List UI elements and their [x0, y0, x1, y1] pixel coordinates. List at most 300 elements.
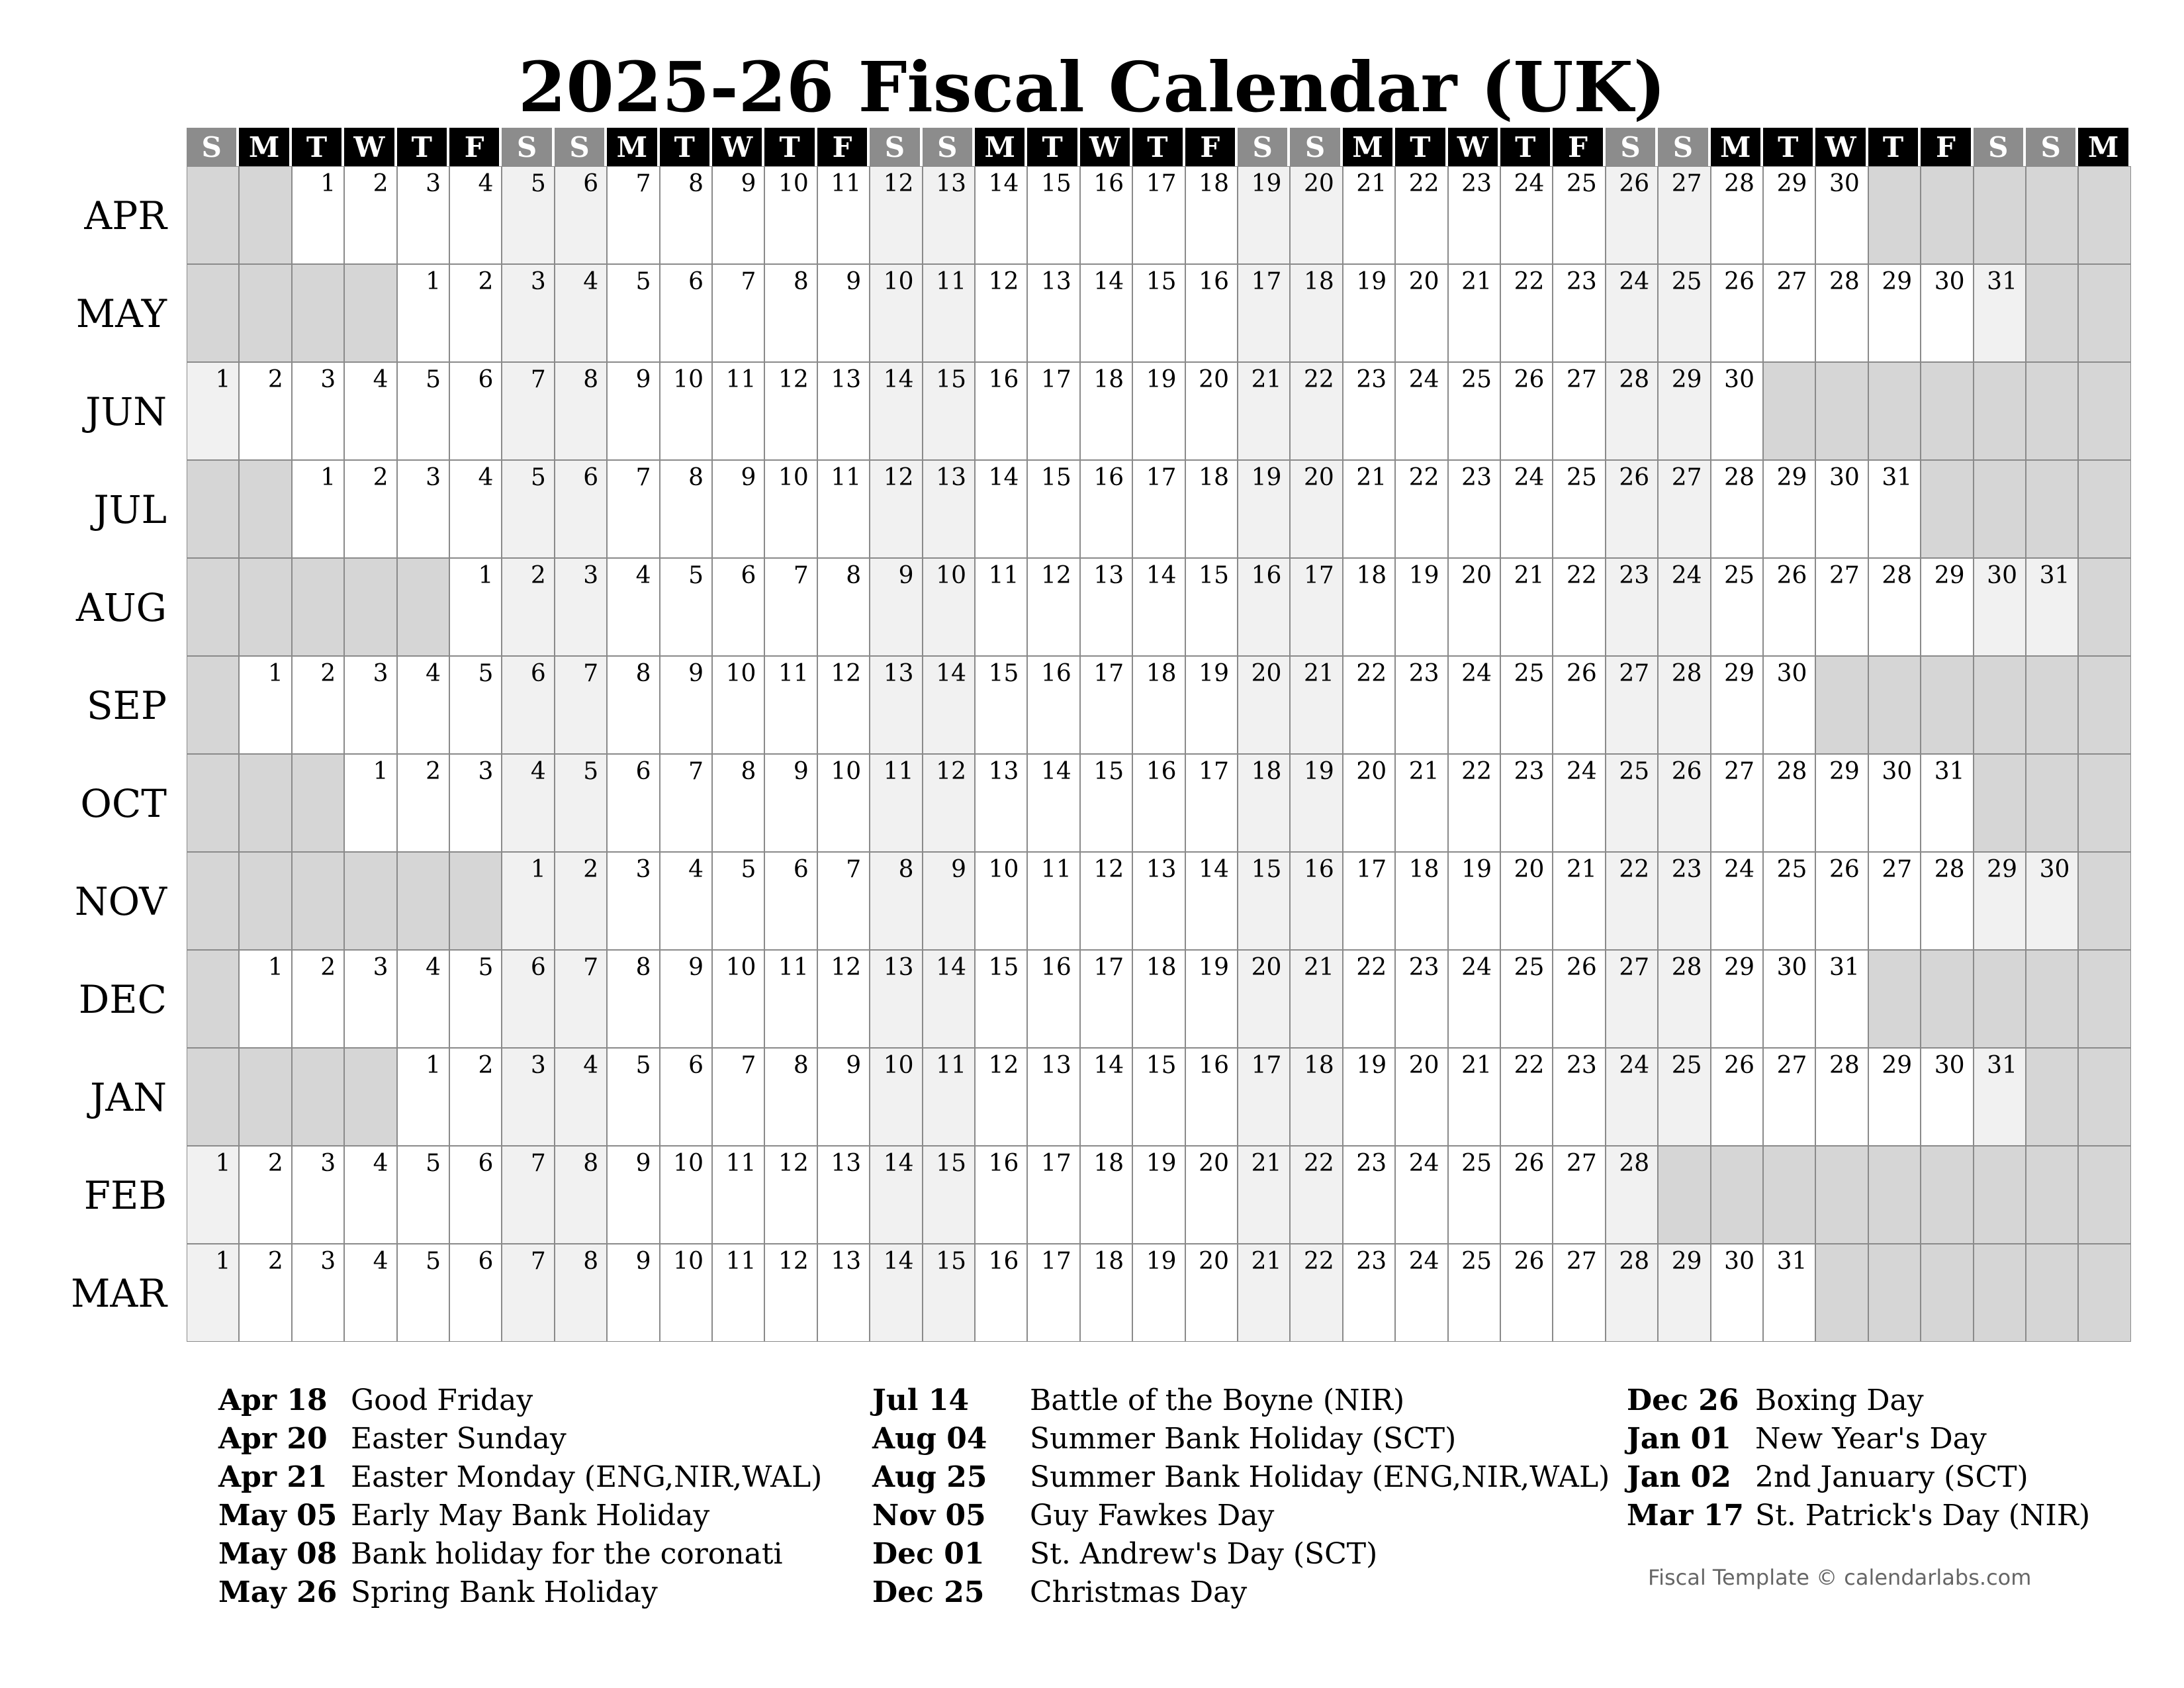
holiday-date: May 08	[218, 1537, 338, 1571]
month-label: AUG	[75, 585, 167, 630]
weekday-header: W	[1448, 128, 1500, 166]
day-cell: 17	[1132, 166, 1185, 264]
day-cell: 13	[1027, 1048, 1079, 1146]
weekday-header: W	[712, 128, 764, 166]
day-cell: 29	[1711, 656, 1763, 754]
day-cell: 18	[1080, 362, 1132, 460]
day-cell: 12	[764, 1146, 817, 1244]
weekday-header: S	[1238, 128, 1290, 166]
day-cell: 2	[344, 460, 396, 558]
empty-cell	[1974, 166, 2026, 264]
day-cell: 15	[923, 362, 975, 460]
day-cell: 2	[502, 558, 554, 656]
day-cell: 22	[1448, 754, 1500, 852]
weekday-header: W	[1080, 128, 1132, 166]
day-cell: 10	[660, 362, 712, 460]
day-cell: 29	[1921, 558, 1973, 656]
day-cell: 27	[1606, 656, 1658, 754]
day-cell: 20	[1395, 264, 1447, 362]
day-cell: 19	[1448, 852, 1500, 950]
day-cell: 29	[1658, 362, 1710, 460]
empty-cell	[2026, 166, 2078, 264]
empty-cell	[1815, 1146, 1868, 1244]
weekday-header: T	[1027, 128, 1079, 166]
weekday-header: M	[1343, 128, 1395, 166]
empty-cell	[2026, 754, 2078, 852]
day-cell: 16	[1027, 656, 1079, 754]
holiday-date: May 26	[218, 1575, 338, 1609]
empty-cell	[292, 558, 344, 656]
day-cell: 31	[1921, 754, 1973, 852]
month-label: JUN	[85, 389, 167, 434]
empty-cell	[1868, 362, 1921, 460]
holiday-date: Apr 18	[218, 1383, 328, 1417]
holiday-name: Early May Bank Holiday	[351, 1499, 710, 1532]
day-cell: 26	[1553, 950, 1605, 1048]
day-cell: 17	[1027, 1146, 1079, 1244]
month-label: NOV	[74, 879, 167, 924]
month-label: MAY	[75, 291, 167, 336]
holiday-name: Easter Sunday	[351, 1422, 567, 1456]
day-cell: 21	[1500, 558, 1553, 656]
day-cell: 29	[1763, 166, 1815, 264]
empty-cell	[397, 558, 449, 656]
month-label: DEC	[78, 977, 167, 1022]
weekday-header: S	[555, 128, 607, 166]
day-cell: 24	[1395, 1146, 1447, 1244]
day-cell: 25	[1448, 362, 1500, 460]
day-cell: 15	[975, 656, 1027, 754]
day-cell: 18	[1185, 460, 1238, 558]
day-cell: 19	[1343, 264, 1395, 362]
day-cell: 13	[817, 1244, 870, 1342]
day-cell: 18	[1132, 950, 1185, 1048]
holiday-name: Guy Fawkes Day	[1030, 1499, 1275, 1532]
month-label: OCT	[80, 781, 167, 826]
month-label: JAN	[90, 1075, 167, 1120]
day-cell: 15	[975, 950, 1027, 1048]
day-cell: 14	[870, 362, 922, 460]
day-cell: 9	[607, 362, 659, 460]
day-cell: 2	[449, 264, 502, 362]
day-cell: 25	[1658, 264, 1710, 362]
day-cell: 26	[1500, 1146, 1553, 1244]
empty-cell	[2026, 362, 2078, 460]
day-cell: 12	[764, 362, 817, 460]
empty-cell	[1974, 754, 2026, 852]
day-cell: 11	[712, 1244, 764, 1342]
weekday-header: S	[2026, 128, 2078, 166]
holiday-date: Aug 04	[872, 1422, 987, 1456]
day-cell: 4	[607, 558, 659, 656]
day-cell: 12	[817, 656, 870, 754]
day-cell: 17	[1343, 852, 1395, 950]
day-cell: 9	[660, 656, 712, 754]
day-cell: 26	[1658, 754, 1710, 852]
day-cell: 26	[1553, 656, 1605, 754]
day-cell: 28	[1868, 558, 1921, 656]
day-cell: 23	[1343, 1244, 1395, 1342]
day-cell: 12	[870, 460, 922, 558]
day-cell: 29	[1868, 1048, 1921, 1146]
day-cell: 14	[975, 460, 1027, 558]
day-cell: 23	[1606, 558, 1658, 656]
day-cell: 22	[1395, 460, 1447, 558]
day-cell: 28	[1658, 950, 1710, 1048]
day-cell: 8	[607, 656, 659, 754]
empty-cell	[292, 1048, 344, 1146]
empty-cell	[2078, 754, 2130, 852]
day-cell: 27	[1553, 362, 1605, 460]
day-cell: 8	[817, 558, 870, 656]
day-cell: 1	[344, 754, 396, 852]
weekday-header: S	[502, 128, 554, 166]
day-cell: 4	[344, 1146, 396, 1244]
day-cell: 11	[975, 558, 1027, 656]
weekday-header: S	[923, 128, 975, 166]
day-cell: 16	[1185, 264, 1238, 362]
day-cell: 29	[1868, 264, 1921, 362]
day-cell: 22	[1343, 950, 1395, 1048]
empty-cell	[187, 754, 239, 852]
day-cell: 14	[1080, 264, 1132, 362]
day-cell: 13	[1027, 264, 1079, 362]
day-cell: 31	[1815, 950, 1868, 1048]
day-cell: 2	[292, 950, 344, 1048]
day-cell: 20	[1395, 1048, 1447, 1146]
day-cell: 8	[555, 362, 607, 460]
day-cell: 18	[1185, 166, 1238, 264]
weekday-header: F	[817, 128, 870, 166]
day-cell: 10	[764, 166, 817, 264]
holiday-date: May 05	[218, 1499, 338, 1532]
day-cell: 20	[1185, 362, 1238, 460]
day-cell: 6	[449, 1146, 502, 1244]
day-cell: 13	[817, 362, 870, 460]
day-cell: 22	[1395, 166, 1447, 264]
empty-cell	[2078, 950, 2130, 1048]
day-cell: 5	[397, 1146, 449, 1244]
day-cell: 6	[502, 950, 554, 1048]
weekday-header: F	[449, 128, 502, 166]
day-cell: 16	[975, 1146, 1027, 1244]
empty-cell	[2026, 656, 2078, 754]
day-cell: 13	[923, 166, 975, 264]
weekday-header: T	[764, 128, 817, 166]
day-cell: 8	[660, 166, 712, 264]
empty-cell	[344, 264, 396, 362]
day-cell: 19	[1132, 1146, 1185, 1244]
empty-cell	[2026, 460, 2078, 558]
day-cell: 18	[1290, 1048, 1342, 1146]
weekday-header: M	[1711, 128, 1763, 166]
day-cell: 4	[555, 264, 607, 362]
holiday-name: 2nd January (SCT)	[1755, 1460, 2028, 1494]
day-cell: 5	[660, 558, 712, 656]
day-cell: 16	[975, 1244, 1027, 1342]
weekday-header: T	[660, 128, 712, 166]
holiday-name: Bank holiday for the coronati	[351, 1537, 783, 1571]
day-cell: 27	[1553, 1244, 1605, 1342]
empty-cell	[2026, 1146, 2078, 1244]
day-cell: 30	[1815, 460, 1868, 558]
weekday-header: M	[975, 128, 1027, 166]
weekday-header: F	[1921, 128, 1973, 166]
day-cell: 17	[1238, 1048, 1290, 1146]
day-cell: 8	[660, 460, 712, 558]
empty-cell	[1815, 1244, 1868, 1342]
day-cell: 19	[1290, 754, 1342, 852]
day-cell: 17	[1027, 362, 1079, 460]
empty-cell	[187, 166, 239, 264]
day-cell: 17	[1132, 460, 1185, 558]
day-cell: 24	[1448, 950, 1500, 1048]
day-cell: 2	[344, 166, 396, 264]
day-cell: 22	[1290, 1146, 1342, 1244]
empty-cell	[2078, 558, 2130, 656]
day-cell: 9	[817, 1048, 870, 1146]
day-cell: 30	[1763, 950, 1815, 1048]
weekday-header: S	[187, 128, 239, 166]
day-cell: 15	[1185, 558, 1238, 656]
day-cell: 23	[1500, 754, 1553, 852]
day-cell: 22	[1500, 1048, 1553, 1146]
day-cell: 21	[1448, 1048, 1500, 1146]
day-cell: 5	[502, 166, 554, 264]
day-cell: 11	[923, 264, 975, 362]
weekday-header: F	[1185, 128, 1238, 166]
holiday-name: Boxing Day	[1755, 1383, 1924, 1417]
day-cell: 22	[1290, 362, 1342, 460]
day-cell: 18	[1080, 1244, 1132, 1342]
day-cell: 26	[1763, 558, 1815, 656]
weekday-header: W	[344, 128, 396, 166]
day-cell: 24	[1395, 1244, 1447, 1342]
day-cell: 21	[1290, 656, 1342, 754]
day-cell: 18	[1132, 656, 1185, 754]
day-cell: 14	[870, 1146, 922, 1244]
day-cell: 28	[1815, 1048, 1868, 1146]
empty-cell	[292, 754, 344, 852]
day-cell: 10	[712, 950, 764, 1048]
empty-cell	[187, 460, 239, 558]
day-cell: 8	[870, 852, 922, 950]
empty-cell	[1763, 1146, 1815, 1244]
day-cell: 24	[1606, 264, 1658, 362]
day-cell: 3	[555, 558, 607, 656]
day-cell: 6	[555, 460, 607, 558]
empty-cell	[1974, 950, 2026, 1048]
day-cell: 23	[1448, 166, 1500, 264]
weekday-header: S	[870, 128, 922, 166]
weekday-header: S	[1974, 128, 2026, 166]
weekday-header: T	[1132, 128, 1185, 166]
day-cell: 2	[239, 1146, 291, 1244]
day-cell: 9	[870, 558, 922, 656]
day-cell: 14	[1027, 754, 1079, 852]
day-cell: 20	[1448, 558, 1500, 656]
empty-cell	[187, 264, 239, 362]
day-cell: 20	[1500, 852, 1553, 950]
day-cell: 4	[344, 1244, 396, 1342]
day-cell: 10	[870, 264, 922, 362]
empty-cell	[2026, 264, 2078, 362]
day-cell: 5	[449, 656, 502, 754]
day-cell: 19	[1238, 166, 1290, 264]
empty-cell	[187, 656, 239, 754]
day-cell: 30	[1711, 362, 1763, 460]
day-cell: 27	[1553, 1146, 1605, 1244]
day-cell: 8	[764, 264, 817, 362]
weekday-header: T	[292, 128, 344, 166]
day-cell: 28	[1606, 1244, 1658, 1342]
empty-cell	[1815, 656, 1868, 754]
empty-cell	[1868, 1244, 1921, 1342]
day-cell: 21	[1343, 460, 1395, 558]
day-cell: 11	[764, 950, 817, 1048]
day-cell: 10	[660, 1146, 712, 1244]
day-cell: 6	[555, 166, 607, 264]
day-cell: 3	[607, 852, 659, 950]
empty-cell	[1658, 1146, 1710, 1244]
day-cell: 6	[660, 264, 712, 362]
day-cell: 7	[502, 1146, 554, 1244]
empty-cell	[2078, 166, 2130, 264]
day-cell: 30	[1711, 1244, 1763, 1342]
empty-cell	[2026, 1048, 2078, 1146]
day-cell: 11	[923, 1048, 975, 1146]
day-cell: 13	[870, 950, 922, 1048]
day-cell: 1	[292, 166, 344, 264]
empty-cell	[1763, 362, 1815, 460]
day-cell: 11	[870, 754, 922, 852]
day-cell: 22	[1290, 1244, 1342, 1342]
day-cell: 15	[1027, 460, 1079, 558]
day-cell: 16	[1185, 1048, 1238, 1146]
day-cell: 13	[1080, 558, 1132, 656]
day-cell: 30	[1815, 166, 1868, 264]
day-cell: 17	[1080, 656, 1132, 754]
day-cell: 8	[607, 950, 659, 1048]
day-cell: 28	[1606, 1146, 1658, 1244]
day-cell: 19	[1132, 1244, 1185, 1342]
empty-cell	[1974, 460, 2026, 558]
month-label: APR	[84, 193, 167, 238]
day-cell: 2	[397, 754, 449, 852]
day-cell: 23	[1553, 1048, 1605, 1146]
day-cell: 2	[555, 852, 607, 950]
day-cell: 23	[1343, 1146, 1395, 1244]
holiday-name: Spring Bank Holiday	[351, 1575, 658, 1609]
weekday-header: T	[1763, 128, 1815, 166]
day-cell: 23	[1448, 460, 1500, 558]
empty-cell	[2078, 264, 2130, 362]
day-cell: 4	[660, 852, 712, 950]
page-title: 2025-26 Fiscal Calendar (UK)	[518, 46, 1666, 128]
day-cell: 18	[1238, 754, 1290, 852]
empty-cell	[1921, 656, 1973, 754]
day-cell: 7	[712, 264, 764, 362]
day-cell: 17	[1080, 950, 1132, 1048]
day-cell: 18	[1290, 264, 1342, 362]
day-cell: 31	[1763, 1244, 1815, 1342]
empty-cell	[2078, 852, 2130, 950]
day-cell: 8	[712, 754, 764, 852]
holiday-date: Apr 20	[218, 1422, 328, 1456]
day-cell: 4	[502, 754, 554, 852]
empty-cell	[292, 264, 344, 362]
month-label: JUL	[93, 487, 167, 532]
day-cell: 12	[817, 950, 870, 1048]
holiday-name: New Year's Day	[1755, 1422, 1987, 1456]
day-cell: 25	[1500, 950, 1553, 1048]
holiday-date: Nov 05	[872, 1499, 986, 1532]
day-cell: 1	[239, 656, 291, 754]
weekday-header: W	[1815, 128, 1868, 166]
day-cell: 6	[449, 1244, 502, 1342]
day-cell: 17	[1027, 1244, 1079, 1342]
day-cell: 3	[292, 1244, 344, 1342]
holiday-date: Apr 21	[218, 1460, 328, 1494]
day-cell: 30	[1921, 1048, 1973, 1146]
day-cell: 24	[1553, 754, 1605, 852]
day-cell: 13	[975, 754, 1027, 852]
empty-cell	[1974, 656, 2026, 754]
day-cell: 1	[449, 558, 502, 656]
empty-cell	[239, 264, 291, 362]
empty-cell	[239, 1048, 291, 1146]
day-cell: 5	[607, 1048, 659, 1146]
day-cell: 9	[712, 166, 764, 264]
day-cell: 4	[397, 656, 449, 754]
day-cell: 5	[712, 852, 764, 950]
empty-cell	[2078, 656, 2130, 754]
day-cell: 8	[555, 1146, 607, 1244]
day-cell: 28	[1815, 264, 1868, 362]
day-cell: 30	[2026, 852, 2078, 950]
day-cell: 12	[975, 1048, 1027, 1146]
day-cell: 30	[1974, 558, 2026, 656]
day-cell: 11	[712, 1146, 764, 1244]
day-cell: 25	[1553, 460, 1605, 558]
day-cell: 1	[397, 264, 449, 362]
day-cell: 21	[1553, 852, 1605, 950]
empty-cell	[1868, 656, 1921, 754]
day-cell: 1	[187, 362, 239, 460]
empty-cell	[292, 852, 344, 950]
day-cell: 15	[923, 1244, 975, 1342]
day-cell: 19	[1395, 558, 1447, 656]
day-cell: 24	[1606, 1048, 1658, 1146]
day-cell: 6	[712, 558, 764, 656]
day-cell: 3	[502, 264, 554, 362]
holiday-date: Mar 17	[1627, 1499, 1744, 1532]
day-cell: 27	[1658, 166, 1710, 264]
holiday-name: Easter Monday (ENG,NIR,WAL)	[351, 1460, 823, 1494]
empty-cell	[2078, 460, 2130, 558]
empty-cell	[2026, 950, 2078, 1048]
day-cell: 20	[1185, 1146, 1238, 1244]
day-cell: 6	[449, 362, 502, 460]
weekday-header: T	[1500, 128, 1553, 166]
day-cell: 6	[660, 1048, 712, 1146]
day-cell: 3	[344, 656, 396, 754]
day-cell: 15	[1027, 166, 1079, 264]
weekday-header: S	[1658, 128, 1710, 166]
empty-cell	[1921, 166, 1973, 264]
day-cell: 3	[397, 460, 449, 558]
day-cell: 11	[764, 656, 817, 754]
